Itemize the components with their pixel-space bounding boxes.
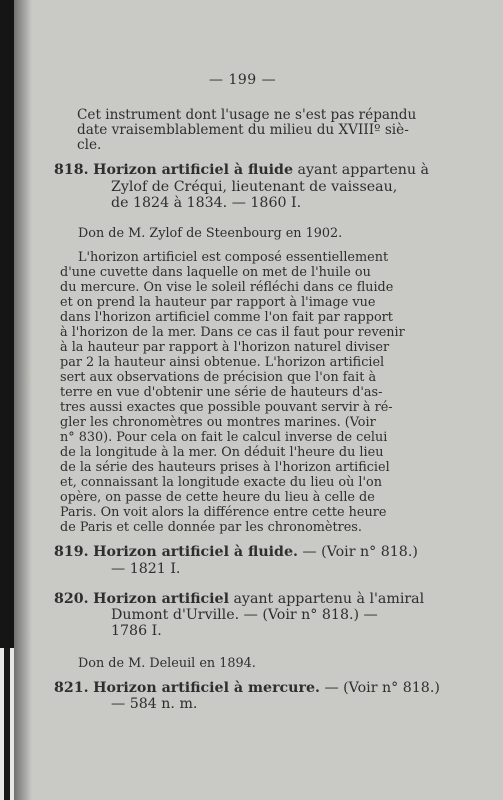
description-line: de Paris et celle donnée par les chronomètres. — [60, 520, 362, 535]
description-line: de la longitude à la mer. On déduit l'heure du lieu — [60, 445, 384, 460]
description-line: par 2 la hauteur ainsi obtenue. L'horizon artificiel — [60, 355, 385, 370]
page-edge — [0, 648, 14, 800]
description-line: tres aussi exactes que possible pouvant servir à ré- — [60, 400, 393, 415]
description-line: L'horizon artificiel est composé essentiellement — [78, 250, 389, 265]
entry-818-title: Horizon artificiel à fluide — [93, 162, 293, 178]
donation-818: Don de M. Zylof de Steenbourg en 1902. — [78, 226, 343, 241]
entry-820-line3: 1786 I. — [111, 623, 162, 639]
description-line: Paris. On voit alors la différence entre cette heure — [60, 505, 387, 520]
intro-line: date vraisemblablement du milieu du XVIIIº siè- — [77, 122, 409, 138]
entry-821-number: 821. — [54, 680, 89, 696]
entry-820-title: Horizon artificiel — [93, 591, 229, 607]
entry-818-line2: Zylof de Créqui, lieutenant de vaisseau, — [111, 179, 398, 195]
entry-818-rest: ayant appartenu à — [293, 162, 429, 178]
description-line: sert aux observations de précision que l'on fait à — [60, 370, 377, 385]
description-line: d'une cuvette dans laquelle on met de l'huile ou — [60, 265, 371, 280]
description-line: opère, on passe de cette heure du lieu à celle de — [60, 490, 375, 505]
entry-821-rest: — (Voir n° 818.) — [319, 680, 440, 696]
entry-821-line1 — [54, 681, 440, 696]
entry-820-number: 820. — [54, 591, 89, 607]
description-line: gler les chronomètres ou montres marines. (Voir — [60, 415, 376, 430]
entry-818-line1 — [54, 163, 429, 178]
entry-820-line2: Dumont d'Urville. — (Voir n° 818.) — — [111, 607, 378, 623]
entry-820-rest: ayant appartenu à l'amiral — [228, 591, 425, 607]
intro-line: cle. — [77, 137, 102, 153]
entry-819-title: Horizon artificiel à fluide. — [93, 544, 298, 560]
gutter-shadow — [14, 0, 32, 800]
description-line: terre en vue d'obtenir une série de hauteurs d'as- — [60, 385, 383, 400]
entry-819-rest: — (Voir n° 818.) — [297, 544, 418, 560]
entry-820-line1 — [54, 592, 424, 607]
entry-821-title: Horizon artificiel à mercure. — [93, 680, 320, 696]
description-line: et, connaissant la longitude exacte du lieu où l'on — [60, 475, 382, 490]
entry-819-line2: — 1821 I. — [111, 561, 181, 577]
entry-819-number: 819. — [54, 544, 89, 560]
entry-818-line3: de 1824 à 1834. — 1860 I. — [111, 195, 302, 211]
description-line: dans l'horizon artificiel comme l'on fait par rapport — [60, 310, 393, 325]
entry-818-number: 818. — [54, 162, 89, 178]
intro-line: Cet instrument dont l'usage ne s'est pas répandu — [77, 107, 417, 123]
description-line: à l'horizon de la mer. Dans ce cas il faut pour revenir — [60, 325, 405, 340]
description-line: du mercure. On vise le soleil réfléchi dans ce fluide — [60, 280, 394, 295]
description-line: de la série des hauteurs prises à l'horizon artificiel — [60, 460, 390, 475]
page-number: — 199 — — [209, 72, 277, 88]
description-line: n° 830). Pour cela on fait le calcul inverse de celui — [60, 430, 388, 445]
description-line: à la hauteur par rapport à l'horizon naturel diviser — [60, 340, 390, 355]
entry-819-line1 — [54, 545, 418, 560]
donation-820: Don de M. Deleuil en 1894. — [78, 656, 256, 671]
description-line: et on prend la hauteur par rapport à l'image vue — [60, 295, 376, 310]
entry-821-line2: — 584 n. m. — [111, 696, 198, 712]
